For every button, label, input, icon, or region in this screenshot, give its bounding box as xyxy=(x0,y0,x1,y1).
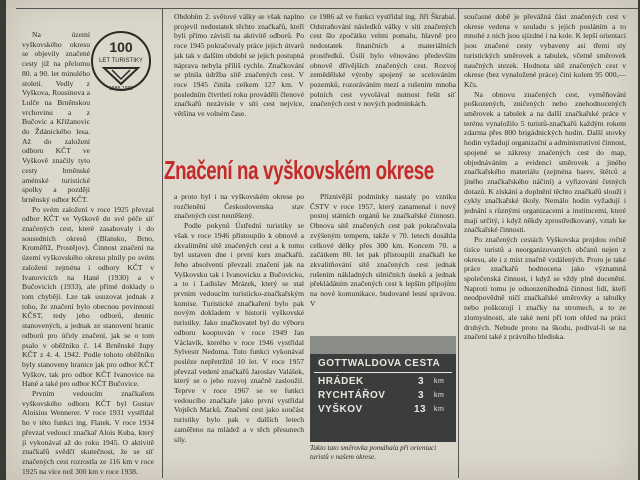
sign-destination: HRÁDEK xyxy=(318,376,364,387)
paragraph: současné době je převážná část značených cest v okrese vedena v souladu s jejich posláním a to mnohé z nich jsou sjízdné i na kole. K lepší orientaci jsou značené cesty vybaveny asi třemi sty turistických směrovek a tabulek, včetně směrovek naučných stezek. Hodnota sítě značených cest v okrese (bez vynaložené práce) činí kolem 95 000,— Kčs. xyxy=(464,12,626,89)
paragraph: Podle pokynů Ústřední turistiky se však v roce 1946 přistoupilo k obnově a zkvalitnění sítě značených cest a k tomu byl ustaven dne i první kurs značkařů. Jeho absolventi převzali značení jak na Vyškovsku tak i Ivanovicku a Bučovicku, a to i Ladislav Mrázek, který se stal prvním vedoucím turisticko-značkařským komise. Turistické značkaření bylo pak novým dokladem v historii vyškovské turistiky. Jako značkovatel byl do výboru odboru kooptován v roce 1949 Jan Václavík, kterého v roce 1946 vystřídal Sylvestr Nedoma. Tuto funkci vykonával posléze nepřetržitě 10 let. V roce 1957 převzal vedení značkařů Jaroslav Valášek, který se o jeho rozvoj značně zasloužil. Teprve v roce 1967 se ve funkci vedoucího značkaře jako první vystřídal Vojtěch Marků. Značení cest jako součást turistiky bylo pak v dalších letech zaměřeno na mládež a v těch přesunech síly. xyxy=(174,221,304,444)
sign-route-name: GOTTWALDOVA CESTA xyxy=(318,358,441,369)
paragraph: Prvním vedoucím značkařem vyškovského odboru KČT byl Gustav Aloisius Wennerer. V roce 1931 vystřídal ho v této funkci ing. Flatek. V roce 1934 převzal vedoucí značkař Alois Kuba, který jí vykonával až do roku 1945. O aktivitě značkařů svědčí skutečnost, že se síť značených cest rozrostla ze 116 km v roce 1925 na více než 300 km v roce 1938. xyxy=(22,389,154,476)
article-column-3b xyxy=(310,192,456,332)
article-column-1 xyxy=(22,30,154,478)
paragraph: Příznivější podmínky nastaly po vzniku ČSTV v roce 1957, který zanamenal i nový postoj státních orgánů ke značkařské činnosti. Obnova sítě značených cest pak pokračovala zvýšeným tempem, takže v 70. letech dosáhla celkové délky přes 300 km. Koncem 70. a začátkem 80. let pak přistoupili značkaři ke zkvalitňování sítě značených cest jednak rušením nákladných silničních úseků a jednak překládáním značených cest k lepším přípojům na nové komunikace, budované lesní správou. V xyxy=(310,192,456,308)
photo-background xyxy=(310,336,456,354)
sign-unit: km xyxy=(434,392,445,399)
signpost-photo xyxy=(310,336,456,442)
photo-caption: Takto tato směrovka pomáhala při orientaci turistů v našem okrese. xyxy=(310,444,437,461)
logo-years: 1888-1988 xyxy=(109,86,133,92)
article-column-2 xyxy=(174,12,304,152)
sign-distance: 3 xyxy=(418,376,425,387)
article-column-3 xyxy=(310,12,456,152)
article-column-2b xyxy=(174,192,304,478)
newspaper-page xyxy=(6,0,638,480)
sign-distance: 3 xyxy=(418,390,425,401)
paragraph: Po svém založení v roce 1925 převzal odbor KČT ve Vyškově do své péče síť značených cest, které zasahovaly i do sousedních okresů (Blansko, Brno, Kroměříž, Prostějov). Činnost značení na území vyškovského okresu plnily po svém založení zejména i odbory KČT v Ivanovicích na Hané (1930) a v Bučovicích (1933), ale přímé doklady o tom chybějí. Lze tak usuzovat jednak z toho, že značení bylo obecnou povinností KČST, tedy jeho odborů, dennic stanovených, a jednak ze stanovení hranic odborů pro účely značení, jak se o tom psalo v oběžníku č. 14 Brněnské župy KČT z 4. 4. 1942. Podle tohoto oběžníku byly stanoveny hranice jak pro odbor KČT Vyškov, tak pro odbor KČT Ivanovice na Hané a také pro odbor KČT Bučovice. xyxy=(22,204,154,389)
article-headline: Značení na vyškovském okrese xyxy=(164,155,434,185)
column-rule xyxy=(162,8,163,478)
column-rule xyxy=(458,8,459,478)
paragraph: Obdobím 2. světové války se však naplno projevil nedostatek těchto značkařů, kteří byli přímo závislí na aktivitě odborů. Po roce 1945 pokračovaly práce jejich útvarů jak tak v dalším období se jejich postupná náprava nebyla příliš rychle. Značkování se plnila údržba sítě značených cest. V roce 1945 činila celkem 127 km. V posledním čtvrtletí roku prováděli členové značkařů nezávisle v síti cest nejvíce, většina ve volném čase. xyxy=(174,12,304,119)
article-column-4 xyxy=(464,12,626,478)
sign-destination: VYŠKOV xyxy=(318,404,363,415)
sign-destination: RYCHTÁŘOV xyxy=(318,390,386,401)
sign-unit: km xyxy=(434,406,445,413)
paragraph: a proto byl i na vyškovském okrese po rozčlenění Československa stav značených cest neutěšený. xyxy=(174,192,304,221)
sign-unit: km xyxy=(434,378,445,385)
paragraph: Na území vyškovského okresu se objevily značené cesty již na přelomu 80. a 90. let minulého století. Vedly z Vyškova, Rousínova a Lulče na Brněnskou vrchovinu a z Bučovic a Křižanovic do Ždánického lesa. Až do založení odboru KČT ve Vyškově značily tyto cesty brněnské aménské turistické spolky a později brněnský odbor KČT. xyxy=(22,30,90,204)
logo-number: 100 xyxy=(109,39,133,55)
paragraph: ce 1986 až ve funkci vystřídal ing. Jiří Škrabal. Odstraňování následků války v síti značených cest šlo zpočátku velmi pomalu, hlavně pro nedostatek finančních a materiálních prostředků. Úsilí bylo věnováno především obnově dřívějších značených cest. Rozvoj zemědělské výroby spojený se scelováním pozemků, rozoráváním mezí a rušením mnoha polních cest vyvolával nutnost řešit síť značených cest v nových podmínkách. xyxy=(310,12,456,109)
logo-ring-text: LET TURISTIKY xyxy=(99,58,143,64)
paragraph: Na obnovu značených cest, vyměňování poškozených, zničených nebo znehodnocených směrovek a tabulek a na další značkařské práce v terénu vynaložilo 5 turistů-značkařů každým rokem zdarma přes 800 brigádnických hodin. Další stovky hodin vyžadují organizační a administrativní činnost, spojené se zákresy značených cest do map, objednáváním a evidencí směrovek a jiného značkařského materiálu (zejména barev, štětců a jiného značkařského náčiní) a vyřizování četných dotazů. K získání a doplnění těchto značkařů slouží i cykly značkařské školy. Nemálo hodin vyžadují i jednání s různými organizacemi a institucemi, které mají určitý, i když někdy zprostředkovaný, vztah ke značkařské činnosti. xyxy=(464,89,626,235)
sign-divider xyxy=(314,372,452,373)
paragraph: Po značených cestách Vyškovska projdou ročně tisíce turistů a neorganizovaných občanů nejen z okresu, ale i z míst značně vzdálených. Proto je také práce značkařů hodnocena jako významná společenská činnost, i když se vždy plně docenění. Naproti tomu je odsouzeníhodná činnost lidí, kteří neodpovědně ničí značkařské směrovky a tabulky nebo poškozují i značky na stromech, a to ze zlomyslnosti, ale také není při tom ohled na práci druhých. Nebude proto na škodu, podíval-li se na značení také z právního hlediska. xyxy=(464,235,626,342)
top-rule xyxy=(16,8,638,9)
sign-distance: 13 xyxy=(414,404,427,415)
